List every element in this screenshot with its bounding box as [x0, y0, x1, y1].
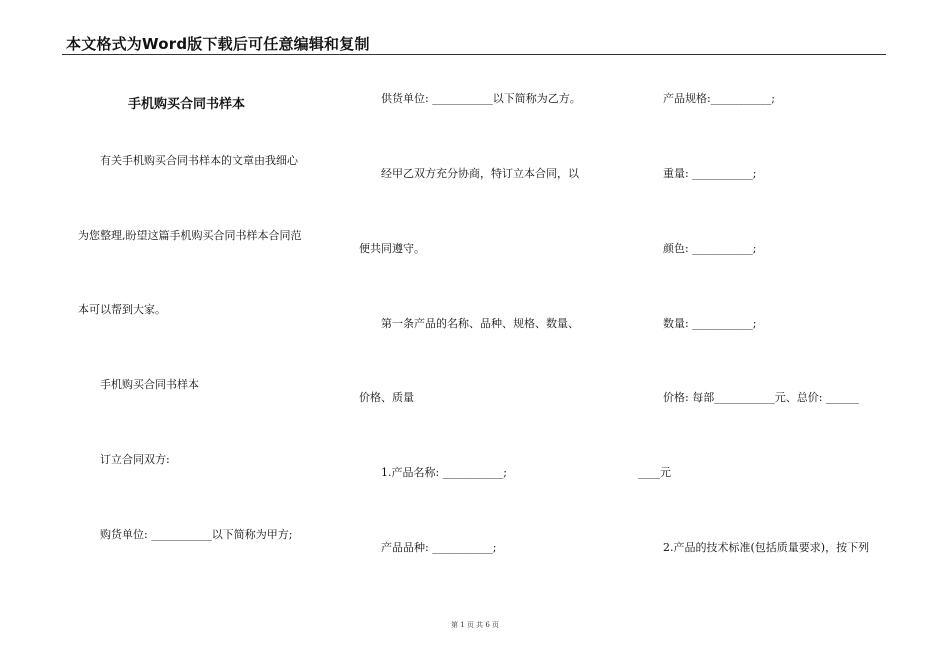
col2-line-3: 便共同遵守。: [359, 242, 425, 255]
col2-line-4: 第一条产品的名称、品种、规格、数量、: [381, 317, 579, 330]
document-title: 手机购买合同书样本: [128, 97, 246, 112]
col3-line-6: ____元: [638, 466, 671, 479]
col3-line-4: 数量: ___________;: [663, 317, 757, 330]
col1-line-1: 有关手机购买合同书样本的文章由我细心: [100, 154, 298, 167]
col3-line-3: 颜色: ___________;: [663, 242, 757, 255]
col2-line-5: 价格、质量: [359, 391, 414, 404]
col1-line-2: 为您整理,盼望这篇手机购买合同书样本合同范: [78, 229, 302, 242]
col2-line-7: 产品品种: ___________;: [381, 541, 497, 554]
col1-line-4: 手机购买合同书样本: [100, 378, 199, 391]
document-header: 本文格式为Word版下载后可任意编辑和复制: [66, 35, 370, 53]
col3-line-5: 价格: 每部___________元、总价: ______: [663, 391, 859, 404]
col2-line-2: 经甲乙双方充分协商，特订立本合同，以: [381, 167, 579, 180]
col1-line-3: 本可以帮到大家。: [78, 303, 166, 316]
col2-line-1: 供货单位: ___________以下简称为乙方。: [381, 92, 581, 105]
col1-line-5: 订立合同双方:: [100, 453, 170, 466]
col3-line-7: 2.产品的技术标准(包括质量要求)，按下列: [663, 541, 870, 554]
header-divider: [62, 54, 886, 55]
col3-line-2: 重量: ___________;: [663, 167, 757, 180]
col2-line-6: 1.产品名称: ___________;: [381, 466, 507, 479]
col3-line-1: 产品规格:___________;: [663, 92, 775, 105]
col1-line-6: 购货单位: ___________以下简称为甲方;: [100, 528, 293, 541]
page-number: 第 1 页 共 6 页: [450, 621, 500, 629]
